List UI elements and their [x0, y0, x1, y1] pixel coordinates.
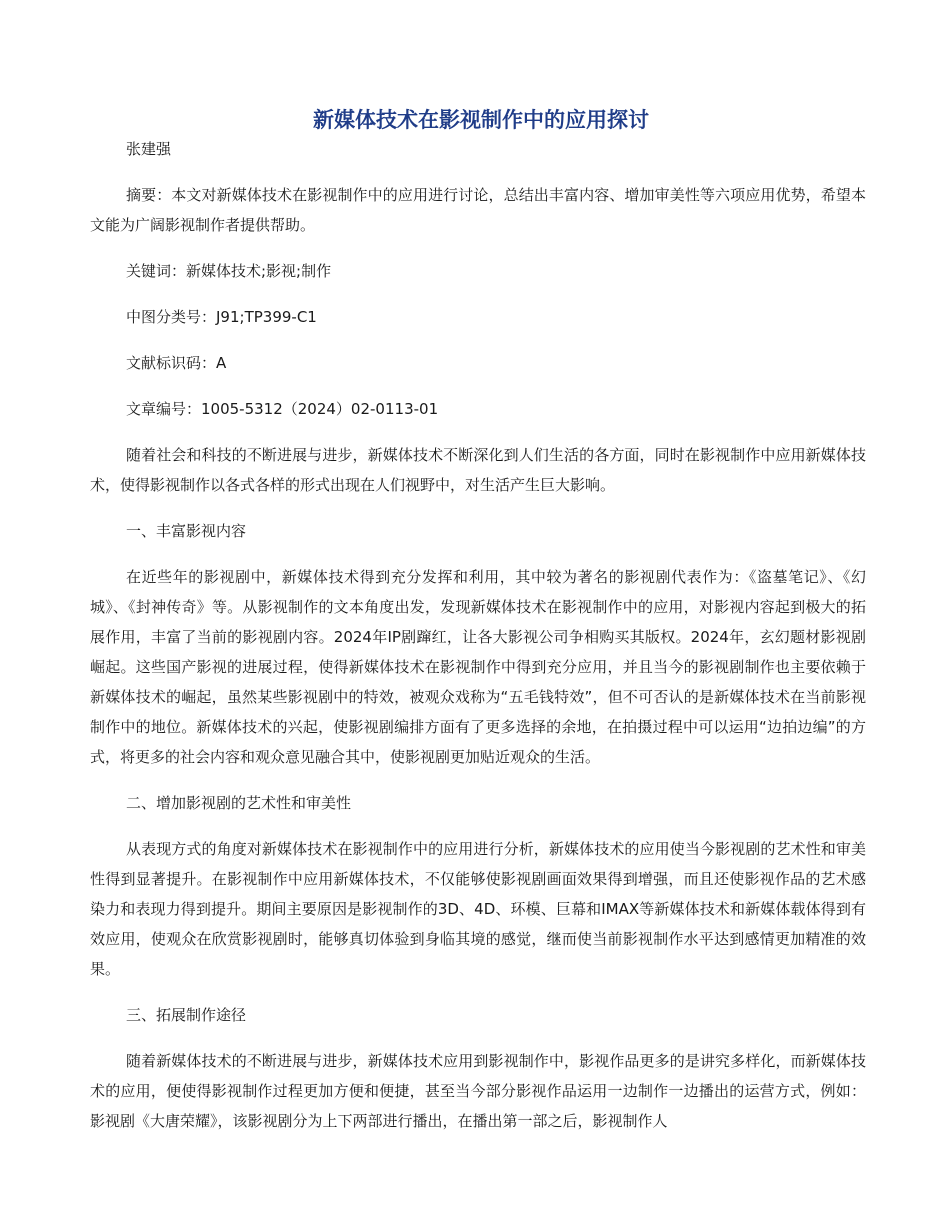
section-heading-1: 一、丰富影视内容	[126, 522, 247, 540]
section-body-1: 在近些年的影视剧中，新媒体技术得到充分发挥和利用，其中较为著名的影视剧代表作为：《盗墓笔记》、《幻城》、《封神传奇》等。从影视制作的文本角度出发，发现新媒体技术在影视制作中的应用，对影视内容起到极大的拓展作用，丰富了当前的影视剧内容。2024年IP剧蹿红，让各大影视公司争相购买其版权。2024年，玄幻题材影视剧崛起。这些国产影视的进展过程，使得新媒体技术在影视制作中得到充分应用，并且当今的影视剧制作也主要依赖于新媒体技术的崛起，虽然某些影视剧中的特效，被观众戏称为“五毛钱特效”，但不可否认的是新媒体技术在当前影视制作中的地位。新媒体技术的兴起，使影视剧编排方面有了更多选择的余地，在拍摄过程中可以运用“边拍边编”的方式，将更多的社会内容和观众意见融合其中，使影视剧更加贴近观众的生活。	[90, 568, 866, 766]
article-number: 文章编号：1005-5312（2024）02-0113-01	[126, 400, 439, 418]
article-title: 新媒体技术在影视制作中的应用探讨	[313, 108, 649, 132]
author-name: 张建强	[126, 140, 172, 158]
clc-number: 中图分类号：J91;TP399-C1	[126, 308, 317, 326]
abstract: 摘要：本文对新媒体技术在影视制作中的应用进行讨论，总结出丰富内容、增加审美性等六项应用优势，希望本文能为广阔影视制作者提供帮助。	[90, 186, 866, 234]
section-heading-2: 二、增加影视剧的艺术性和审美性	[126, 794, 352, 812]
document-code: 文献标识码：A	[126, 354, 227, 372]
section-body-3: 随着新媒体技术的不断进展与进步，新媒体技术应用到影视制作中，影视作品更多的是讲究多样化，而新媒体技术的应用，便使得影视制作过程更加方便和便捷，甚至当今部分影视作品运用一边制作一边播出的运营方式，例如：影视剧《大唐荣耀》，该影视剧分为上下两部进行播出，在播出第一部之后，影视制作人	[90, 1052, 866, 1130]
section-heading-3: 三、拓展制作途径	[126, 1006, 247, 1024]
section-body-2: 从表现方式的角度对新媒体技术在影视制作中的应用进行分析，新媒体技术的应用使当今影视剧的艺术性和审美性得到显著提升。在影视制作中应用新媒体技术，不仅能够使影视剧画面效果得到增强，而且还使影视作品的艺术感染力和表现力得到提升。期间主要原因是影视制作的3D、4D、环模、巨幕和IMAX等新媒体技术和新媒体载体得到有效应用，使观众在欣赏影视剧时，能够真切体验到身临其境的感觉，继而使当前影视制作水平达到感情更加精准的效果。	[90, 840, 866, 978]
intro-paragraph: 随着社会和科技的不断进展与进步，新媒体技术不断深化到人们生活的各方面，同时在影视制作中应用新媒体技术，使得影视制作以各式各样的形式出现在人们视野中，对生活产生巨大影响。	[90, 446, 866, 494]
keywords: 关键词：新媒体技术;影视;制作	[126, 262, 332, 280]
